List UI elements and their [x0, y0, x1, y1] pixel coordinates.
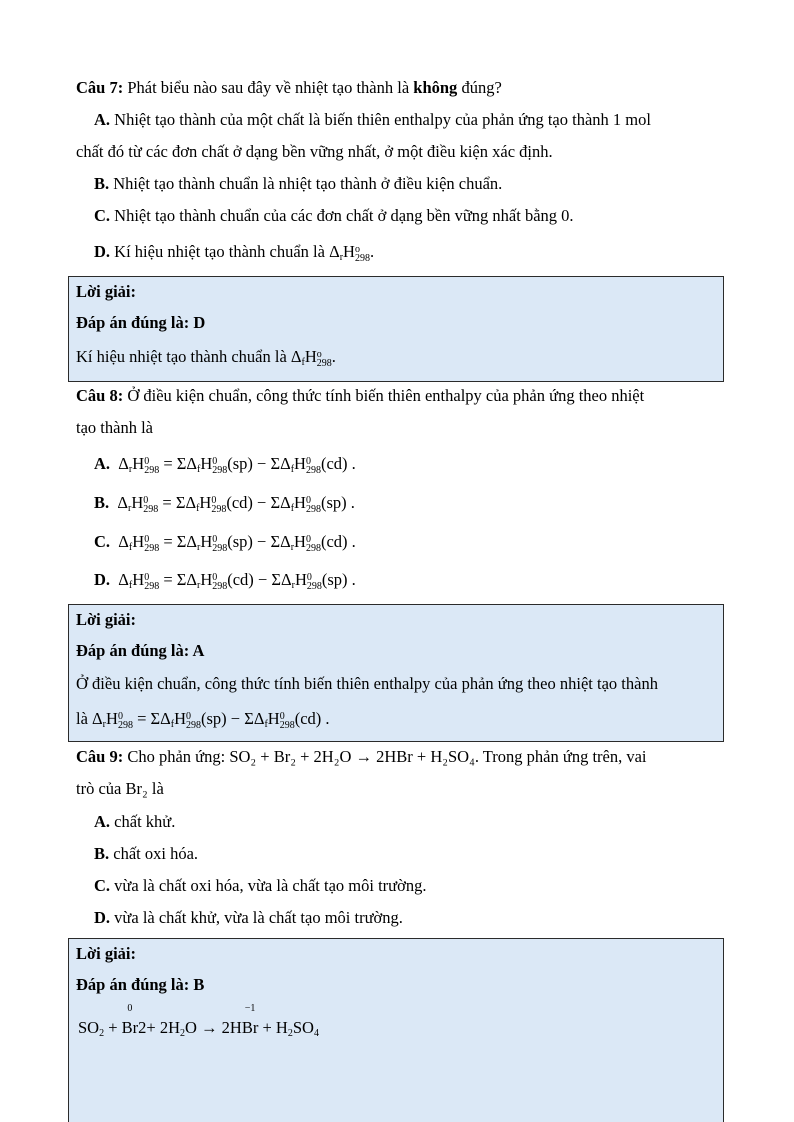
option-letter: B.	[94, 844, 110, 863]
solution-answer: Đáp án đúng là: B	[76, 975, 205, 994]
option-8b	[94, 492, 355, 514]
option-letter: D.	[94, 908, 111, 927]
formula-symbol: $\Delta_rH$ o 298	[329, 242, 370, 264]
option-letter: D.	[94, 570, 111, 589]
question-7-label: Câu 7:	[76, 78, 124, 97]
formula: $\Delta_rH$ 0 298 = $\Sigma\Delta_fH$ 0 298 $(cd) - \Sigma\Delta_fH$ 0 298 (sp) .	[117, 493, 355, 515]
option-8a	[94, 453, 356, 475]
option-letter: A.	[94, 454, 111, 473]
question-8-label: Câu 8:	[76, 386, 124, 405]
oxidation-number: 0	[127, 1003, 133, 1014]
option-text: vừa là chất khử, vừa là chất tạo môi trường.	[110, 908, 403, 927]
option-7a-cont	[76, 141, 553, 163]
solution-text: Ở điều kiện chuẩn, công thức tính biến thiên enthalpy của phản ứng theo nhiệt tạo thành	[76, 674, 658, 693]
question-9-label: Câu 9:	[76, 747, 124, 766]
solution-heading: Lời giải:	[76, 282, 137, 301]
option-8c	[94, 531, 356, 553]
question-7-text-end: đúng?	[457, 78, 502, 97]
option-text: Nhiệt tạo thành chuẩn của các đơn chất ở dạng bền vững nhất bằng 0.	[110, 206, 574, 225]
option-text: vừa là chất oxi hóa, vừa là chất tạo môi trường.	[110, 876, 427, 895]
option-letter: B.	[94, 174, 110, 193]
option-text: Kí hiệu nhiệt tạo thành chuẩn là	[110, 242, 330, 261]
question-8	[76, 385, 644, 407]
option-7c	[94, 205, 574, 227]
option-7b	[94, 173, 502, 195]
solution-answer: Đáp án đúng là: A	[76, 641, 205, 660]
question-9-text: Cho phản ứng: SO₂ + Br₂ + 2H₂O → 2HBr + H₂SO₄. Trong phản ứng trên, vai	[123, 747, 647, 766]
option-letter: C.	[94, 532, 111, 551]
redox-equation: $SO_2$ + 0 $Br2+ 2H_2O \to 2H$ −1 $Br + H_2SO_4$	[78, 1003, 319, 1039]
formula: $\Delta_fH$ 0 298 = $\Sigma\Delta_rH$ 0 298 $(cd) - \Sigma\Delta_rH$ 0 298 (sp) .	[118, 570, 356, 592]
option-letter: B.	[94, 493, 110, 512]
option-8d	[94, 569, 356, 591]
option-letter: C.	[94, 206, 111, 225]
option-text: Nhiệt tạo thành của một chất là biến thiên enthalpy của phản ứng tạo thành 1 mol	[110, 110, 651, 129]
question-9	[76, 746, 647, 768]
option-7a	[94, 109, 651, 131]
question-7-text: Phát biểu nào sau đây về nhiệt tạo thành là	[123, 78, 414, 97]
question-7	[76, 77, 502, 99]
option-9b	[94, 843, 198, 865]
option-letter: A.	[94, 110, 111, 129]
option-9d	[94, 907, 403, 929]
option-text: chất khử.	[110, 812, 176, 831]
question-9-text: trò của Br₂ là	[76, 779, 164, 798]
solution-text: Kí hiệu nhiệt tạo thành chuẩn là $\Delta_fH$ o 298 .	[76, 347, 336, 369]
option-9a	[94, 811, 175, 833]
option-text: Nhiệt tạo thành chuẩn là nhiệt tạo thành ở điều kiện chuẩn.	[109, 174, 503, 193]
solution-heading: Lời giải:	[76, 944, 137, 963]
question-8-text: tạo thành là	[76, 418, 153, 437]
option-text: chất oxi hóa.	[109, 844, 199, 863]
solution-box-7	[68, 276, 724, 382]
solution-box-8	[68, 604, 724, 742]
option-letter: C.	[94, 876, 111, 895]
formula: $\Delta_rH$ 0 298 = $\Sigma\Delta_fH$ 0 298 $(sp) - \Sigma\Delta_fH$ 0 298 (cd) .	[118, 454, 356, 476]
option-letter: D.	[94, 242, 111, 261]
question-9-cont	[76, 778, 164, 800]
solution-heading: Lời giải:	[76, 610, 137, 629]
question-8-text: Ở điều kiện chuẩn, công thức tính biến thiên enthalpy của phản ứng theo nhiệt	[123, 386, 645, 405]
solution-formula: là $\Delta_rH$ 0 298 = $\Sigma\Delta_fH$ 0 298 $(sp) - \Sigma\Delta_fH$ 0 298 (cd) .	[76, 709, 330, 731]
oxidation-number: −1	[244, 1003, 256, 1014]
option-letter: A.	[94, 812, 111, 831]
formula: $\Delta_fH$ 0 298 = $\Sigma\Delta_rH$ 0 298 $(sp) - \Sigma\Delta_rH$ 0 298 (cd) .	[118, 532, 356, 554]
option-text: chất đó từ các đơn chất ở dạng bền vững nhất, ở một điều kiện xác định.	[76, 142, 553, 161]
option-9c	[94, 875, 426, 897]
option-7d: D. Kí hiệu nhiệt tạo thành chuẩn là $\Delta_rH$ o 298 .	[94, 242, 375, 264]
question-7-emphasis: không	[413, 78, 458, 97]
solution-answer: Đáp án đúng là: D	[76, 313, 206, 332]
solution-box-9	[68, 938, 724, 1122]
question-8-cont	[76, 417, 153, 439]
